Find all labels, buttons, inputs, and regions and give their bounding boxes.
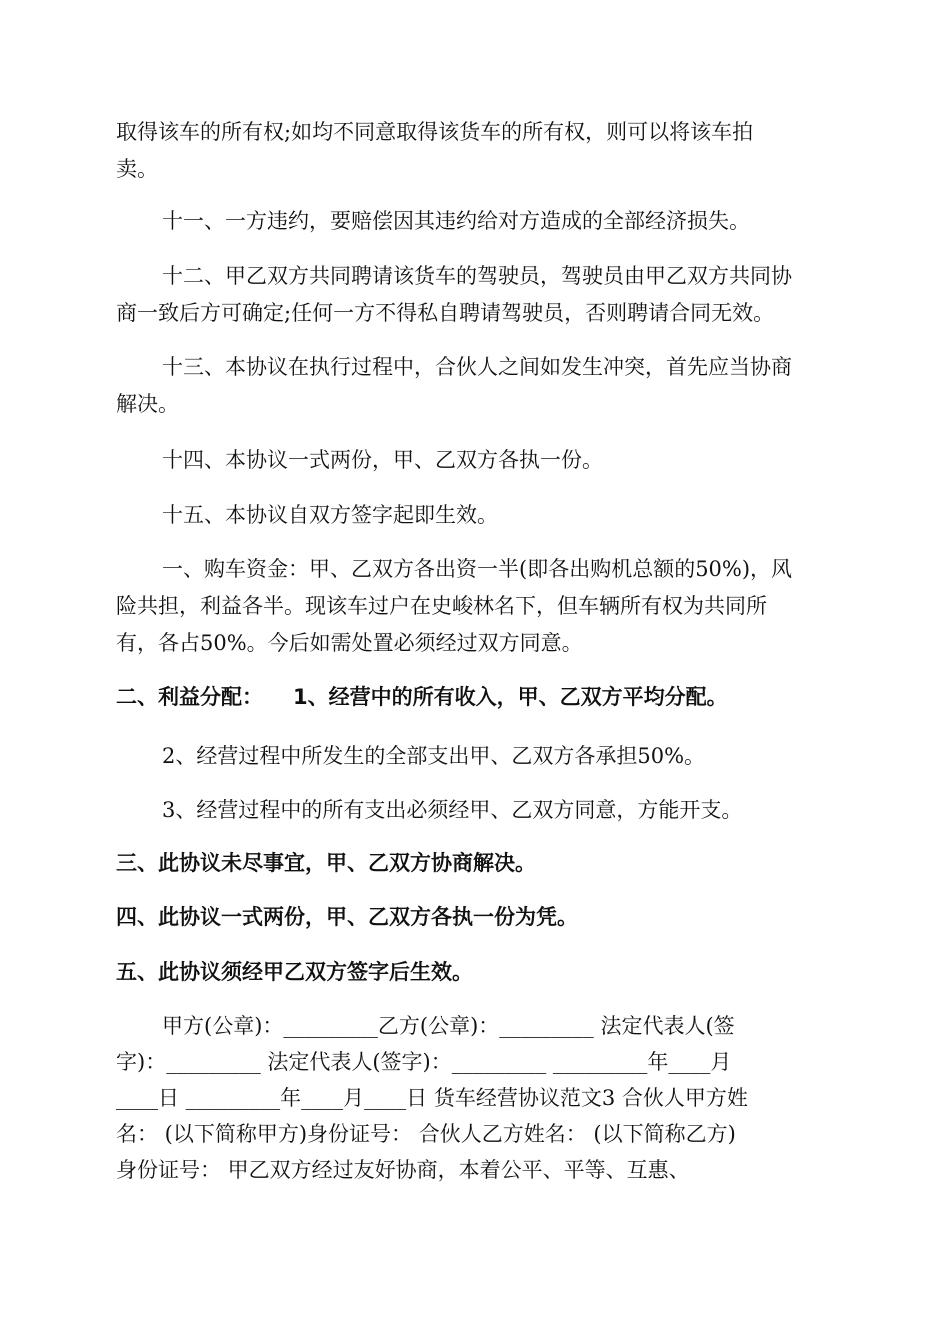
- text-line: 五、此协议须经甲乙双方签字后生效。: [116, 960, 473, 984]
- item-2-expenses: [116, 738, 836, 775]
- item-3-approval: [116, 792, 836, 829]
- clause-12: [116, 258, 836, 332]
- text-line: 3、经营过程中的所有支出必须经甲、乙双方同意，方能开支。: [162, 798, 743, 822]
- section-1-purchase-funds: [116, 551, 836, 662]
- section-item: 1、经营中的所有收入，甲、乙双方平均分配。: [293, 685, 728, 709]
- clause-15: [116, 497, 836, 534]
- section-2-profit-distribution: [116, 679, 836, 716]
- text-line: 2、经营过程中所发生的全部支出甲、乙双方各承担50%。: [162, 744, 706, 768]
- text-line: 十一、一方违约，要赔偿因其违约给对方造成的全部经济损失。: [162, 209, 750, 233]
- section-5: [116, 954, 836, 991]
- signature-and-next-template: [116, 1008, 836, 1188]
- text-line: 取得该车的所有权;如均不同意取得该货车的所有权，则可以将该车拍: [116, 120, 754, 144]
- text-line: 三、此协议未尽事宜，甲、乙双方协商解决。: [116, 851, 536, 875]
- text-line: 十二、甲乙双方共同聘请该货车的驾驶员，驾驶员由甲乙双方共同协: [162, 264, 792, 288]
- clause-11: [116, 203, 836, 240]
- text-line: 十四、本协议一式两份，甲、乙双方各执一份。: [162, 448, 603, 472]
- text-line: 字)：_________ 法定代表人(签字)：_________ _________年____月: [116, 1050, 732, 1074]
- clause-13: [116, 349, 836, 423]
- text-line: 十三、本协议在执行过程中，合伙人之间如发生冲突，首先应当协商: [162, 355, 792, 379]
- text-line: 十五、本协议自双方签字起即生效。: [162, 503, 498, 527]
- section-heading: 二、利益分配：: [116, 685, 263, 709]
- text-line: 卖。: [116, 157, 158, 181]
- text-line: 名： (以下简称甲方)身份证号： 合伙人乙方姓名： (以下简称乙方): [116, 1122, 736, 1146]
- section-4: [116, 899, 836, 936]
- text-line: 有，各占50%。今后如需处置必须经过双方同意。: [116, 631, 583, 655]
- paragraph-continuation: [116, 114, 836, 188]
- text-line: [116, 679, 836, 716]
- text-line: 身份证号： 甲乙双方经过友好协商，本着公平、平等、互惠、: [116, 1158, 690, 1182]
- text-line: 险共担，利益各半。现该车过户在史峻林名下，但车辆所有权为共同所: [116, 594, 767, 618]
- text-line: 一、购车资金：甲、乙双方各出资一半(即各出购机总额的50%)，风: [162, 557, 793, 581]
- text-line: 四、此协议一式两份，甲、乙双方各执一份为凭。: [116, 905, 578, 929]
- text-line: ____日 _________年____月____日 货车经营协议范文3 合伙人甲方姓: [116, 1086, 748, 1110]
- clause-14: [116, 442, 836, 479]
- text-line: 解决。: [116, 392, 179, 416]
- text-line: 甲方(公章)：_________乙方(公章)：_________ 法定代表人(签: [162, 1014, 735, 1038]
- section-3: [116, 845, 836, 882]
- text-line: 商一致后方可确定;任何一方不得私自聘请驾驶员，否则聘请合同无效。: [116, 301, 775, 325]
